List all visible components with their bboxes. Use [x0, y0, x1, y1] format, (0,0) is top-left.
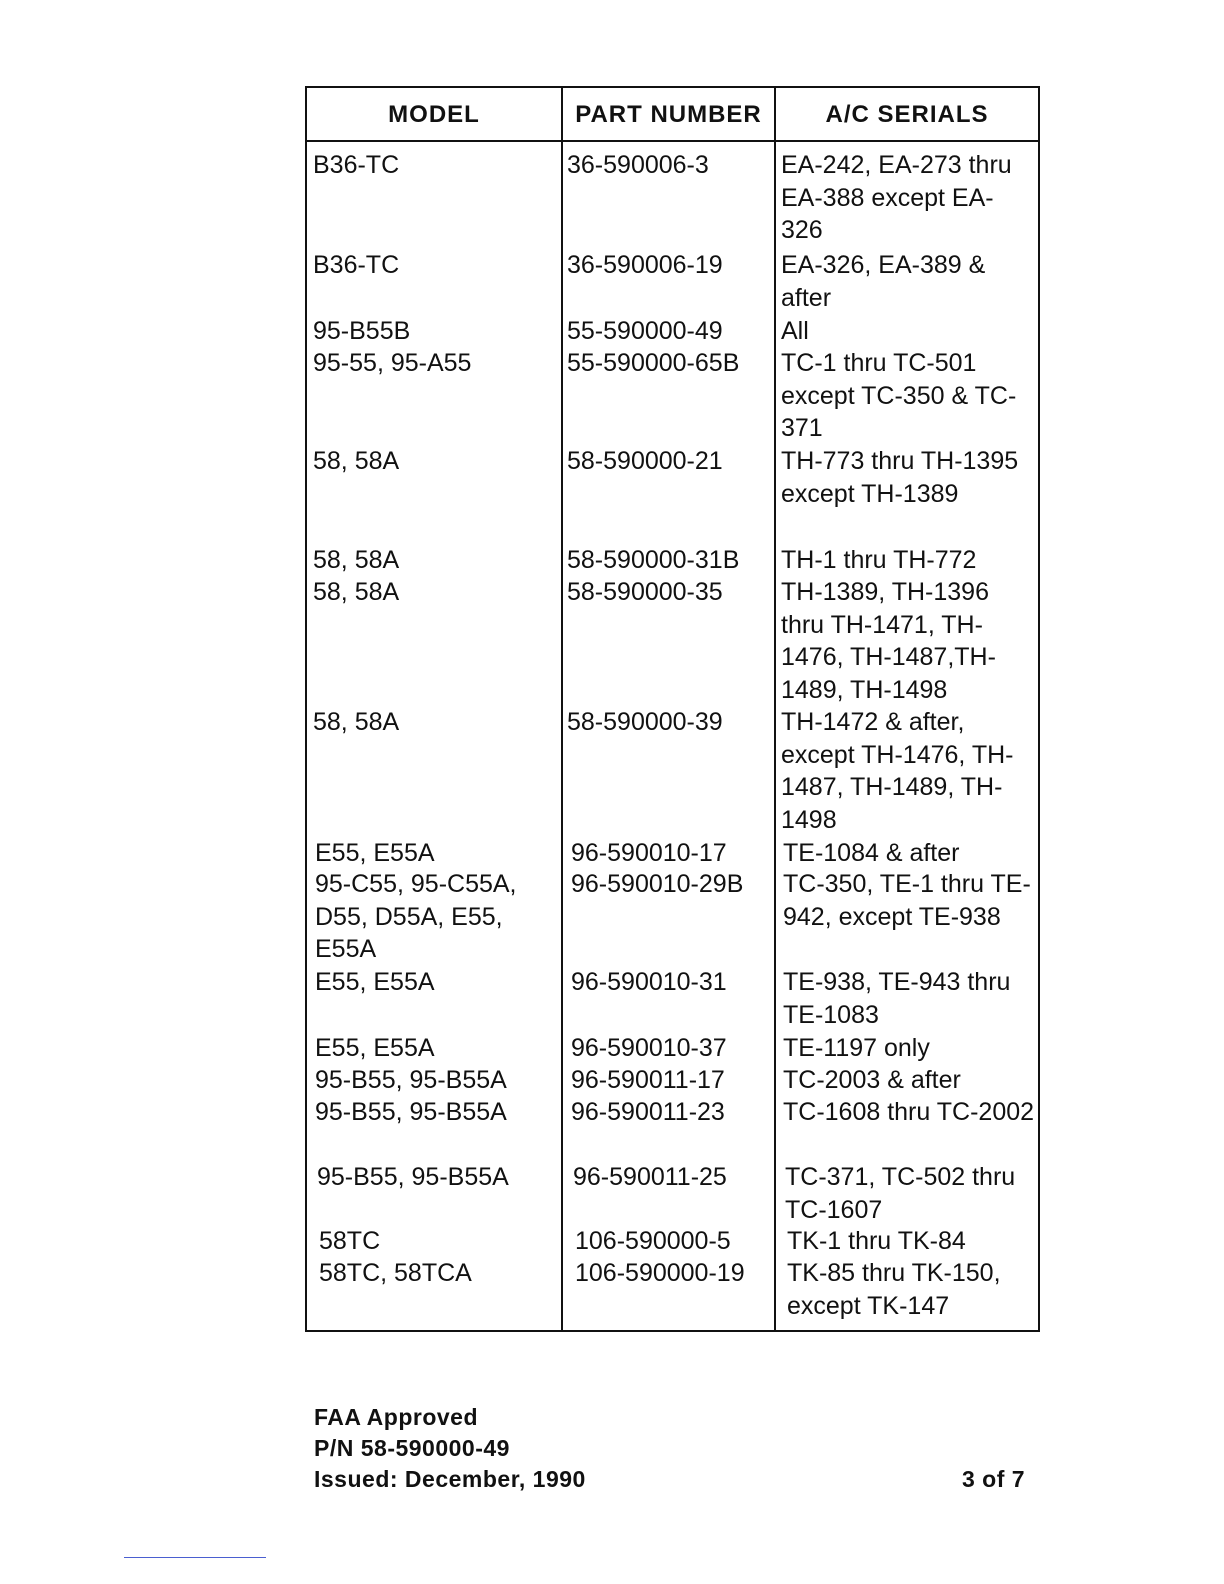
cell-serials: TC-371, TC-502 thru TC-1607 [785, 1163, 1016, 1224]
cell-part-number: 106-590000-19 [575, 1259, 745, 1287]
cell-model: B36-TC [313, 151, 400, 179]
cell-serials: TK-85 thru TK-150, except TK-147 [787, 1259, 1001, 1320]
cell-serials: TH-1 thru TH-772 [781, 546, 977, 574]
cell-part-number: 96-590010-37 [571, 1034, 727, 1062]
cell-part-number: 96-590011-17 [571, 1066, 725, 1094]
issued-date-label: Issued: December, 1990 [314, 1466, 586, 1492]
bottom-rule [124, 1557, 266, 1558]
cell-part-number: 36-590006-19 [567, 251, 723, 279]
cell-serials: TC-350, TE-1 thru TE-942, except TE-938 [783, 870, 1031, 931]
cell-part-number: 96-590010-31 [571, 968, 727, 996]
cell-model: 95-B55B [313, 317, 411, 345]
cell-part-number: 55-590000-65B [567, 349, 740, 377]
cell-model: 95-B55, 95-B55A [315, 1066, 507, 1094]
cell-serials: TC-1608 thru TC-2002 [783, 1098, 1035, 1126]
cell-part-number: 36-590006-3 [567, 151, 709, 179]
cell-serials: EA-242, EA-273 thru EA-388 except EA-326 [781, 151, 1012, 245]
cell-part-number: 96-590010-29B [571, 870, 744, 898]
cell-model: 95-55, 95-A55 [313, 349, 472, 377]
parts-table [305, 86, 1040, 1332]
cell-part-number: 96-590010-17 [571, 839, 727, 867]
cell-model: 58TC, 58TCA [319, 1259, 472, 1287]
cell-part-number: 55-590000-49 [567, 317, 723, 345]
cell-model: 58, 58A [313, 546, 400, 574]
cell-model: 95-B55, 95-B55A [317, 1163, 509, 1191]
header-model: MODEL [388, 101, 480, 128]
cell-serials: TC-1 thru TC-501 except TC-350 & TC-371 [781, 349, 1017, 443]
cell-part-number: 58-590000-35 [567, 578, 723, 606]
cell-serials: TK-1 thru TK-84 [787, 1227, 966, 1255]
cell-part-number: 96-590011-25 [573, 1163, 727, 1191]
cell-serials: TE-1084 & after [783, 839, 960, 867]
cell-part-number: 96-590011-23 [571, 1098, 725, 1126]
column-divider-2 [774, 88, 776, 1330]
cell-model: 95-B55, 95-B55A [315, 1098, 507, 1126]
cell-part-number: 58-590000-39 [567, 708, 723, 736]
part-number-label: P/N 58-590000-49 [314, 1435, 510, 1461]
cell-serials: TH-1389, TH-1396 thru TH-1471, TH-1476, TH-1487,TH-1489, TH-1498 [781, 578, 996, 704]
cell-serials: All [781, 317, 809, 345]
cell-model: E55, E55A [315, 968, 435, 996]
cell-model: E55, E55A [315, 839, 435, 867]
cell-serials: TE-1197 only [783, 1034, 930, 1062]
cell-part-number: 58-590000-21 [567, 447, 723, 475]
cell-serials: TH-773 thru TH-1395 except TH-1389 [781, 447, 1019, 508]
cell-serials: EA-326, EA-389 & after [781, 251, 986, 312]
cell-part-number: 106-590000-5 [575, 1227, 731, 1255]
cell-model: 58, 58A [313, 447, 400, 475]
cell-model: 58, 58A [313, 708, 400, 736]
cell-serials: TH-1472 & after, except TH-1476, TH-1487, TH-1489, TH-1498 [781, 708, 1014, 834]
cell-model: E55, E55A [315, 1034, 435, 1062]
cell-model: B36-TC [313, 251, 400, 279]
header-part-number: PART NUMBER [575, 101, 762, 128]
column-divider-1 [561, 88, 563, 1330]
page-number: 3 of 7 [962, 1466, 1026, 1492]
cell-model: 58, 58A [313, 578, 400, 606]
cell-serials: TC-2003 & after [783, 1066, 961, 1094]
header-ac-serials: A/C SERIALS [825, 101, 989, 128]
cell-model: 58TC [319, 1227, 381, 1255]
faa-approved-label: FAA Approved [314, 1404, 479, 1430]
cell-part-number: 58-590000-31B [567, 546, 740, 574]
header-divider [307, 140, 1038, 142]
cell-serials: TE-938, TE-943 thru TE-1083 [783, 968, 1011, 1029]
cell-model: 95-C55, 95-C55A, D55, D55A, E55, E55A [315, 870, 517, 964]
